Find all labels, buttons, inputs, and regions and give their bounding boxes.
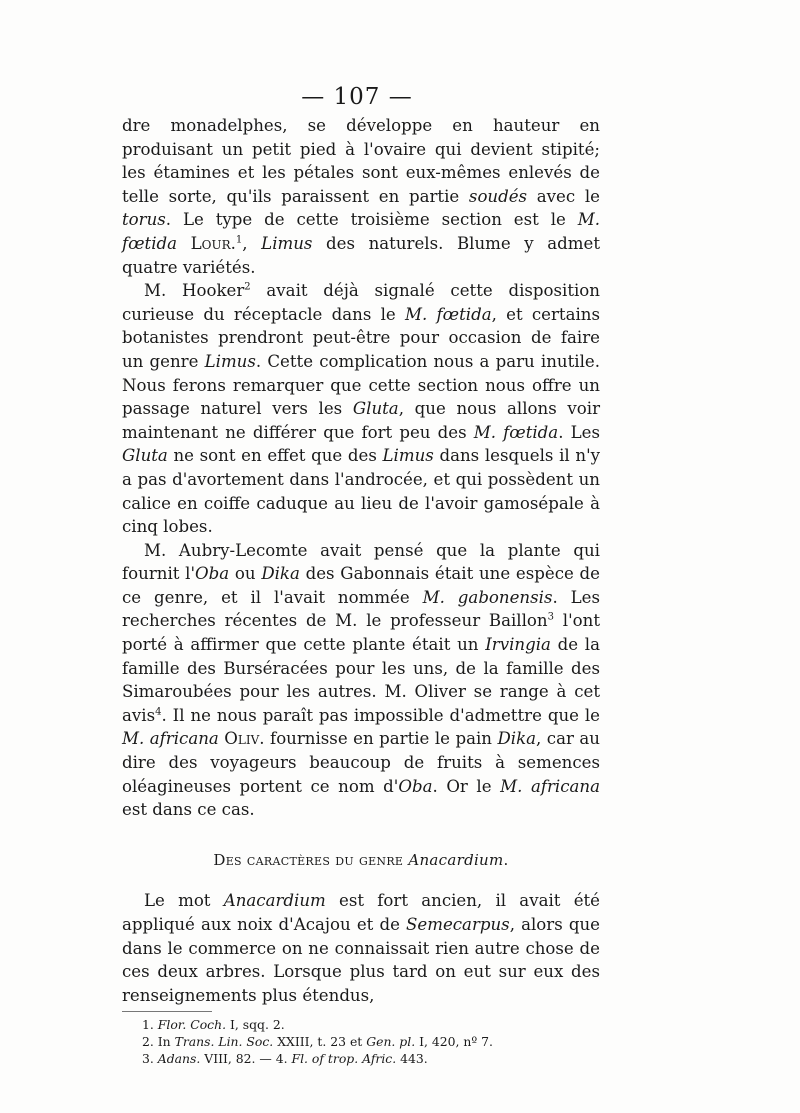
- footnotes: [122, 1016, 600, 1067]
- page-body: [122, 114, 600, 1067]
- footnote: 2. In Trans. Lin. Soc. XXIII, t. 23 et Gen. pl. I, 420, nº 7.: [142, 1034, 493, 1050]
- paragraph: dre monadelphes, se développe en hauteur en produisant un petit pied à l'ovaire qui devient stipité; les étamines et les pétales sont eux-mêmes enlevés de telle sorte, qu'ils paraissent en partie soudés avec le torus. Le type de cette troisième section est le M. fœtida Lour.$^1$, Limus des naturels. Blume y admet quatre variétés.: [122, 116, 600, 277]
- footnote: 1. Flor. Coch. I, sqq. 2.: [142, 1017, 285, 1033]
- paragraph: Le mot Anacardium est fort ancien, il avait été appliqué aux noix d'Acajou et de Semecarpus, alors que dans le commerce on ne connaissait rien autre chose de ces deux arbres. Lorsque plus tard on eut sur eux des renseignements plus étendus,: [122, 891, 600, 1005]
- paragraph: M. Hooker$^2$ avait déjà signalé cette disposition curieuse du réceptacle dans le M. fœtida, et certains botanistes prendront peut-être pour occasion de faire un genre Limus. Cette complication nous a paru inutile. Nous ferons remarquer que cette section nous offre un passage naturel vers les Gluta, que nous allons voir maintenant ne différer que fort peu des M. fœtida. Les Gluta ne sont en effet que des Limus dans lesquels il n'y a pas d'avortement dans l'androcée, et qui possèdent un calice en coiffe caduque au lieu de l'avoir gamosépale à cinq lobes.: [122, 281, 601, 537]
- footnote-separator: [122, 1011, 212, 1012]
- paragraph: M. Aubry-Lecomte avait pensé que la plante qui fournit l'Oba ou Dika des Gabonnais était une espèce de ce genre, et il l'avait nommée M. gabonensis. Les recherches récentes de M. le professeur Baillon$^3$ l'ont porté à affirmer que cette plante était un Irvingia de la famille des Burséracées pour les uns, de la famille des Simaroubées pour les autres. M. Oliver se range à cet avis$^4$. Il ne nous paraît pas impossible d'admettre que le M. africana Oliv. fournisse en partie le pain Dika, car au dire des voyageurs beaucoup de fruits à semences oléagineuses portent ce nom d'Oba. Or le M. africana est dans ce cas.: [122, 540, 601, 820]
- page-number: — 107 —: [301, 84, 413, 110]
- footnote: 3. Adans. VIII, 82. — 4. Fl. of trop. Afric. 443.: [142, 1051, 428, 1067]
- section-heading: Des caractères du genre Anacardium.: [213, 850, 509, 869]
